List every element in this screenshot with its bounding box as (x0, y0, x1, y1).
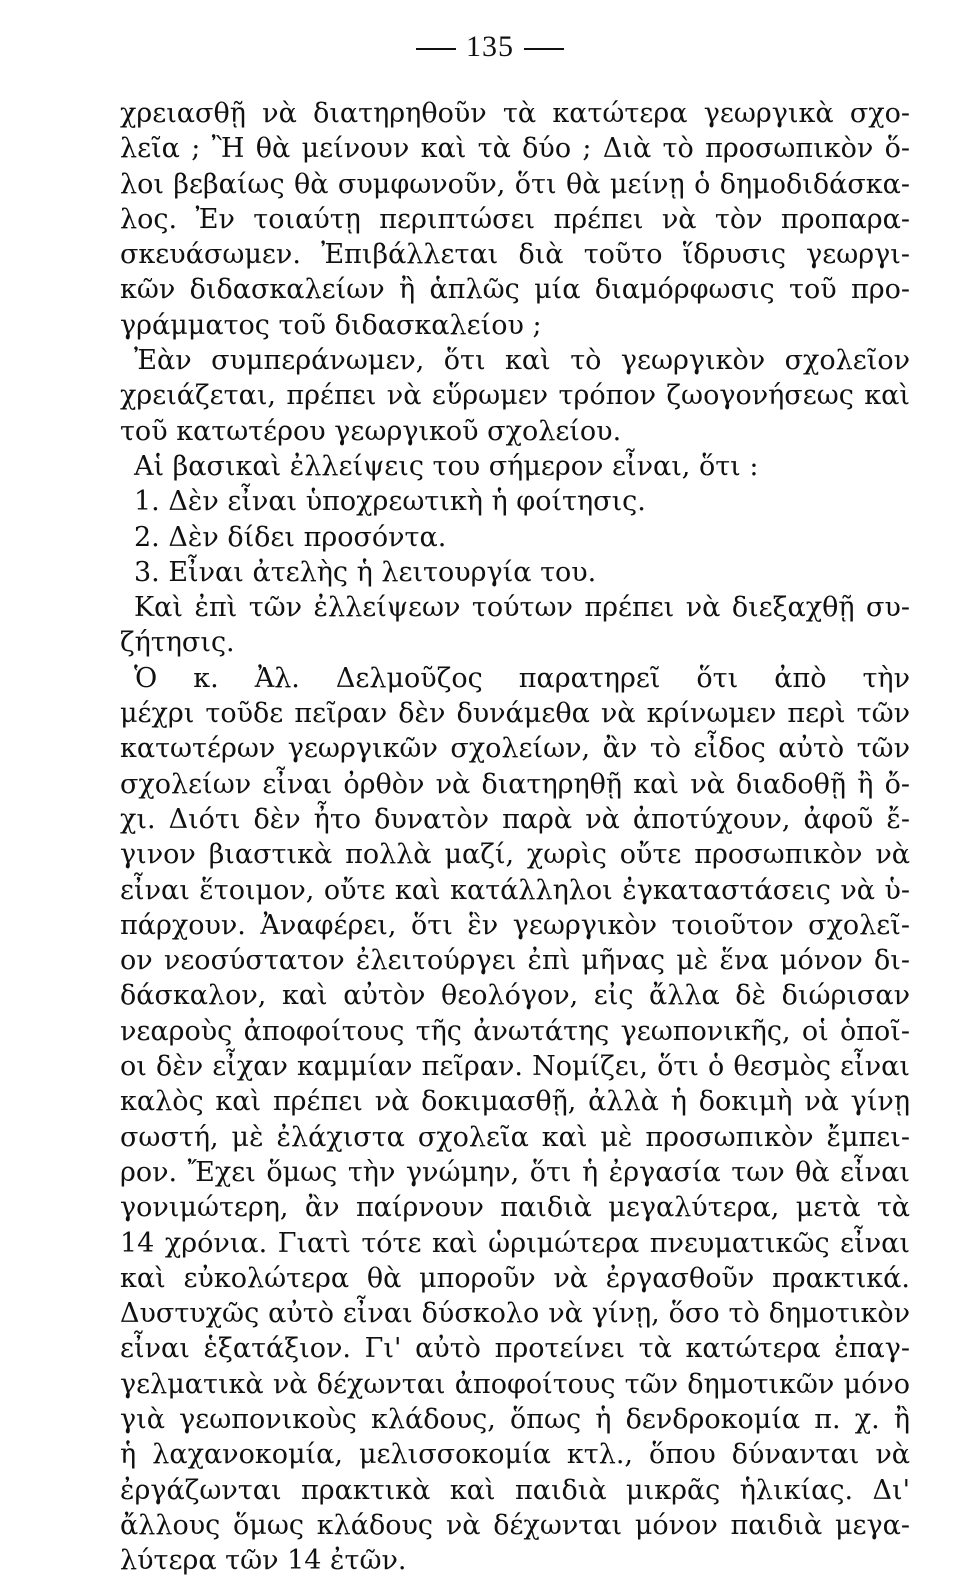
text-line: σκευάσωμεν. Ἐπιβάλλεται διὰ τοῦτο ἵδρυσις γεωργι- (120, 239, 910, 271)
text-line: λος. Ἐν τοιαύτῃ περιπτώσει πρέπει νὰ τὸν προπαρα- (120, 203, 910, 235)
right-dash (524, 48, 564, 50)
text-line: πάρχουν. Ἀναφέρει, ὅτι ἓν γεωργικὸν τοιοῦτον σχολεῖ- (120, 909, 910, 941)
text-line: χι. Διότι δὲν ἦτο δυνατὸν παρὰ νὰ ἀποτύχουν, ἀφοῦ ἔ- (120, 803, 910, 835)
text-line: νεαροὺς ἀποφοίτους τῆς ἀνωτάτης γεωπονικῆς, οἱ ὁποῖ- (120, 1015, 910, 1047)
text-line: ον νεοσύστατον ἐλειτούργει ἐπὶ μῆνας μὲ ἕνα μόνον δι- (120, 945, 910, 977)
text-line: γιὰ γεωπονικοὺς κλάδους, ὅπως ἡ δενδροκομία π. χ. ἢ (120, 1403, 910, 1435)
text-line: Δυστυχῶς αὐτὸ εἶναι δύσκολο νὰ γίνῃ, ὅσο τὸ δημοτικὸν (120, 1298, 910, 1330)
text-line: 2. Δὲν δίδει προσόντα. (134, 521, 447, 553)
text-line: χρειασθῇ νὰ διατηρηθοῦν τὰ κατώτερα γεωργικὰ σχο- (120, 98, 910, 129)
page-number: 135 (466, 30, 514, 63)
left-dash (416, 48, 456, 50)
text-line: Καὶ ἐπὶ τῶν ἐλλείψεων τούτων πρέπει νὰ διεξαχθῇ συ- (134, 592, 910, 624)
text-line: κατωτέρων γεωργικῶν σχολείων, ἂν τὸ εἶδος αὐτὸ τῶν (120, 733, 910, 765)
text-line: γονιμώτερη, ἂν παίρνουν παιδιὰ μεγαλύτερα, μετὰ τὰ (120, 1192, 910, 1224)
text-line: ἡ λαχανοκομία, μελισσοκομία κτλ., ὅπου δύνανται νὰ (120, 1439, 910, 1471)
text-line: Αἱ βασικαὶ ἐλλείψεις του σήμερον εἶναι, ὅτι : (134, 450, 759, 482)
text-line: τοῦ κατωτέρου γεωργικοῦ σχολείου. (120, 415, 622, 447)
text-line: 14 χρόνια. Γιατὶ τότε καὶ ὡριμώτερα πνευματικῶς εἶναι (120, 1227, 910, 1259)
text-line: δάσκαλον, καὶ αὐτὸν θεολόγον, εἰς ἄλλα δὲ διώρισαν (120, 980, 910, 1012)
text-line: καὶ εὐκολώτερα θὰ μποροῦν νὰ ἐργασθοῦν πρακτικά. (120, 1262, 910, 1294)
text-line: Ὁ κ. Ἀλ. Δελμοῦζος παρατηρεῖ ὅτι ἀπὸ τὴν (134, 662, 910, 694)
text-line: εἶναι ἕτοιμον, οὔτε καὶ κατάλληλοι ἐγκαταστάσεις νὰ ὑ- (120, 874, 910, 906)
text-line: 3. Εἶναι ἀτελὴς ἡ λειτουργία του. (134, 556, 597, 588)
text-line: γινον βιαστικὰ πολλὰ μαζί, χωρὶς οὔτε προσωπικὸν νὰ (120, 839, 910, 871)
text-line: οι δὲν εἶχαν καμμίαν πεῖραν. Νομίζει, ὅτι ὁ θεσμὸς εἶναι (120, 1051, 910, 1083)
text-line: γελματικὰ νὰ δέχωνται ἀποφοίτους τῶν δημοτικῶν μόνο (120, 1368, 910, 1400)
text-line: χρειάζεται, πρέπει νὰ εὕρωμεν τρόπον ζωογονήσεως καὶ (120, 380, 910, 412)
text-line: ρον. Ἔχει ὅμως τὴν γνώμην, ὅτι ἡ ἐργασία των θὰ εἶναι (120, 1156, 910, 1188)
text-line: Ἐὰν συμπεράνωμεν, ὅτι καὶ τὸ γεωργικὸν σχολεῖον (134, 345, 910, 377)
text-line: σχολείων εἶναι ὀρθὸν νὰ διατηρηθῇ καὶ νὰ διαδοθῇ ἢ ὄ- (120, 768, 910, 800)
text-line: ζήτησις. (120, 627, 235, 659)
text-line: ἄλλους ὅμως κλάδους νὰ δέχωνται μόνον παιδιὰ μεγα- (120, 1509, 910, 1541)
page-number-header (0, 30, 980, 64)
text-line: κῶν διδασκαλείων ἢ ἁπλῶς μία διαμόρφωσις τοῦ προ- (120, 274, 910, 306)
text-line: λοι βεβαίως θὰ συμφωνοῦν, ὅτι θὰ μείνῃ ὁ δημοδιδάσκα- (120, 168, 910, 200)
text-line: λύτερα τῶν 14 ἐτῶν. (120, 1545, 407, 1577)
text-line: εἶναι ἑξατάξιον. Γι' αὐτὸ προτείνει τὰ κατώτερα ἐπαγ- (120, 1333, 910, 1365)
body-text (120, 96, 910, 1578)
text-line: σωστή, μὲ ἐλάχιστα σχολεῖα καὶ μὲ προσωπικὸν ἔμπει- (120, 1121, 910, 1153)
text-line: μέχρι τοῦδε πεῖραν δὲν δυνάμεθα νὰ κρίνωμεν περὶ τῶν (120, 698, 910, 730)
text-line: 1. Δὲν εἶναι ὑποχρεωτικὴ ἡ φοίτησις. (134, 486, 646, 518)
text-line: λεῖα ; Ἢ θὰ μείνουν καὶ τὰ δύο ; Διὰ τὸ προσωπικὸν ὅ- (120, 133, 910, 165)
text-line: καλὸς καὶ πρέπει νὰ δοκιμασθῇ, ἀλλὰ ἡ δοκιμὴ νὰ γίνῃ (120, 1086, 910, 1118)
text-line: γράμματος τοῦ διδασκαλείου ; (120, 309, 542, 341)
text-line: ἐργάζωνται πρακτικὰ καὶ παιδιὰ μικρᾶς ἡλικίας. Δι' (120, 1474, 910, 1506)
